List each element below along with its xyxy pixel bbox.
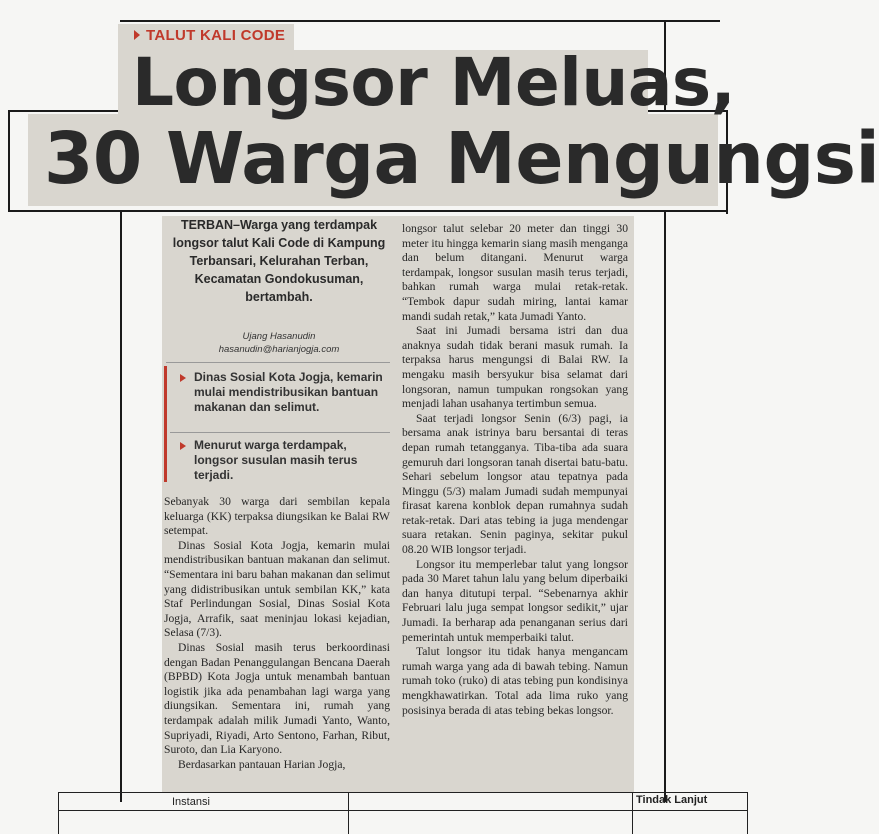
highlight-1-text: Dinas Sosial Kota Jogja, kemarin mulai mendistribusikan bantuan makanan dan selimut. xyxy=(194,370,383,414)
table-header-instansi: Instansi xyxy=(172,796,210,808)
section-kicker-text: TALUT KALI CODE xyxy=(146,27,286,44)
right-column xyxy=(402,222,628,790)
table-top-line xyxy=(58,792,748,793)
right-paragraph-1: longsor talut selebar 20 meter dan tinggi 30 meter itu hingga kemarin siang masih menganga dan belum ditangani. Menurut warga terdampak, longsor susulan masih terus terjadi, bahkan rumah warga mulai retak-retak. “Tembok dapur sudah miring, lantai kamar mandi sudah retak,” kata Jumadi Yanto. xyxy=(402,222,628,323)
frame-line-right xyxy=(664,212,666,802)
lead-paragraph: TERBAN–Warga yang terdampak longsor talut Kali Code di Kampung Terbansari, Kelurahan Terban, Kecamatan Gondokusuman, bertambah. xyxy=(172,218,386,304)
byline-author: Ujang Hasanudin xyxy=(242,331,316,342)
frame-line-top xyxy=(120,20,720,22)
highlight-2-text: Menurut warga terdampak, longsor susulan masih terus terjadi. xyxy=(194,438,358,482)
right-paragraph-4: Longsor itu memperlebar talut yang longsor pada 30 Maret tahun lalu yang belum diperbaiki dan hanya ditutupi terpal. “Sebenarnya akhir Februari lalu juga sempat longsor sedikit,” ujar Jumadi. Ia berharap ada penanganan serius dari pemerintah untuk memperbaiki talut. xyxy=(402,557,628,644)
left-paragraph-4: Berdasarkan pantauan Harian Jogja, xyxy=(178,757,346,771)
table-left-line xyxy=(58,792,59,834)
red-arrow-icon xyxy=(180,374,186,382)
frame-line-headline-box-left xyxy=(8,110,10,210)
red-triangle-icon xyxy=(134,30,140,40)
table-col-divider-1 xyxy=(348,792,349,834)
headline-line-2: 30 Warga Mengungsi xyxy=(44,117,879,200)
highlight-1 xyxy=(194,370,386,415)
right-paragraph-5: Talut longsor itu tidak hanya mengancam rumah warga yang ada di bawah tebing. Namun rumah toko (ruko) di atas tebing pun kondisinya mengkhawatirkan. Total ada lima ruko yang posisinya berada di atas tebing bekas longsor. xyxy=(402,645,628,717)
highlight-divider-middle xyxy=(170,432,390,433)
red-arrow-icon xyxy=(180,442,186,450)
frame-line-left xyxy=(120,212,122,802)
frame-line-headline-box-bottom xyxy=(8,210,728,212)
left-paragraph-3: Dinas Sosial masih terus berkoordinasi dengan Badan Penanggulangan Bencana Daerah (BPBD) Kota Jogja untuk menambah bantuan logistik jika ada penambahan lagi warga yang diungsikan. Sementara ini, rumah yang terdampak adalah milik Jumadi Yanto, Wanto, Supriyadi, Riyadi, Arto Sentono, Farhan, Ribut, Suroto, dan Lia Karyono. xyxy=(164,640,390,757)
highlight-bar xyxy=(164,366,167,482)
byline xyxy=(170,330,388,356)
left-column xyxy=(164,495,390,791)
table-col-divider-2 xyxy=(632,792,633,834)
right-paragraph-2: Saat ini Jumadi bersama istri dan dua anaknya sudah tidak berani masuk rumah. Ia terpaksa harus mengungsi di Balai RW. Ia mengaku masih bersyukur bisa selamat dari longsoran, namun tumpukan rongsokan yang menjadi lahan usahanya tertimbun semua. xyxy=(402,324,628,411)
right-paragraph-3: Saat terjadi longsor Senin (6/3) pagi, ia bersama anak istrinya baru bersantai di teras depan rumah tetangganya. Tiba-tiba ada suara gemuruh dari longsoran tanah disertai batu-batu. Sehari sebelum longsor atau tepatnya pada Minggu (5/3) malam Jumadi sudah mempunyai firasat karena konblok depan rumahnya sudah retak-retak. Dari atas tebing ia juga mendengar suara retakan. Senin paginya, sekitar pukul 08.20 WIB longsor terjadi. xyxy=(402,411,628,557)
highlight-divider-top xyxy=(166,362,390,363)
table-header-line xyxy=(58,810,748,811)
left-paragraph-1: Sebanyak 30 warga dari sembilan kepala keluarga (KK) terpaksa diungsikan ke Balai RW setempat. xyxy=(164,495,390,538)
headline-line-1: Longsor Meluas, xyxy=(132,44,736,121)
highlight-2 xyxy=(194,438,386,483)
table-header-tindak-lanjut: Tindak Lanjut xyxy=(636,794,708,806)
left-paragraph-2: Dinas Sosial Kota Jogja, kemarin mulai mendistribusikan bantuan makanan dan selimut. “Sementara ini baru bahan makanan dan selimut yang didistribusikan untuk sembilan KK,” kata Staf Perlindungan Sosial, Dinas Sosial Kota Jogja, Arrafik, saat meninjau lokasi kejadian, Selasa (7/3). xyxy=(164,538,390,640)
table-right-line xyxy=(747,792,748,834)
byline-email: hasanudin@harianjogja.com xyxy=(218,344,340,355)
routing-table xyxy=(58,790,748,834)
